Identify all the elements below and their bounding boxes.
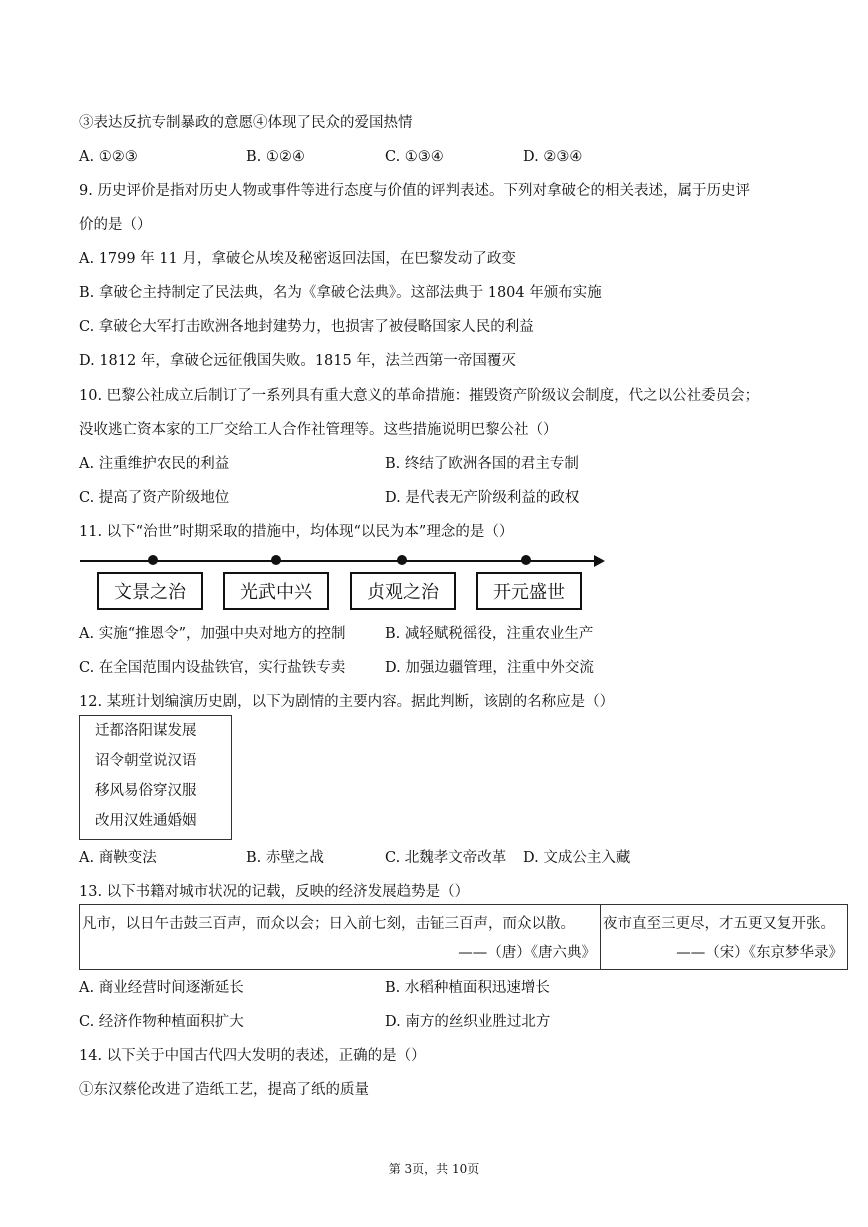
- source-text: 凡市，以日午击鼓三百声，而众以会；日入前七刻，击钲三百声，而众以散。: [82, 916, 575, 932]
- q12-option-d: D. 文成公主入藏: [523, 850, 631, 866]
- q10-option-d: D. 是代表无产阶级利益的政权: [385, 490, 580, 506]
- timeline-dot: [148, 555, 158, 565]
- q13-option-c: C. 经济作物种植面积扩大: [79, 1014, 244, 1030]
- plot-line: 改用汉姓通婚姻: [95, 813, 197, 829]
- q10-option-b: B. 终结了欧洲各国的君主专制: [385, 456, 579, 472]
- q10-stem-line1: 10. 巴黎公社成立后制订了一系列具有重大意义的革命措施：摧毁资产阶级议会制度，代之以公社委员会；: [79, 388, 760, 404]
- timeline-dot: [271, 555, 281, 565]
- source-citation: ——（唐）《唐六典》: [458, 945, 596, 961]
- q9-option-c: C. 拿破仑大军打击欧洲各地封建势力，也损害了被侵略国家人民的利益: [79, 319, 534, 335]
- q13-source-table: [79, 904, 848, 970]
- q13-option-b: B. 水稻种植面积迅速增长: [385, 980, 550, 996]
- q11-stem: 11. 以下“治世”时期采取的措施中，均体现“以民为本”理念的是（）: [79, 524, 514, 540]
- q8-statement-34: ③表达反抗专制暴政的意愿④体现了民众的爱国热情: [79, 115, 413, 131]
- q11-option-b: B. 减轻赋税徭役，注重农业生产: [385, 626, 594, 642]
- q12-stem: 12. 某班计划编演历史剧，以下为剧情的主要内容。据此判断，该剧的名称应是（）: [79, 694, 615, 710]
- q12-option-b: B. 赤壁之战: [246, 850, 324, 866]
- q11-option-a: A. 实施“推恩令”，加强中央对地方的控制: [79, 626, 346, 642]
- q8-option-a: A. ①②③: [79, 149, 138, 165]
- q14-stem: 14. 以下关于中国古代四大发明的表述，正确的是（）: [79, 1048, 426, 1064]
- timeline-era-guangwu: 光武中兴: [223, 572, 329, 610]
- q13-option-d: D. 南方的丝织业胜过北方: [385, 1014, 551, 1030]
- timeline-era-zhenguan: 贞观之治: [350, 572, 456, 610]
- plot-line: 迁都洛阳谋发展: [95, 723, 197, 739]
- timeline-arrow-icon: [594, 555, 605, 567]
- q10-stem-line2: 没收逃亡资本家的工厂交给工人合作社管理等。这些措施说明巴黎公社（）: [79, 422, 558, 438]
- plot-line: 移风易俗穿汉服: [95, 783, 197, 799]
- source-citation: ——（宋）《东京梦华录》: [676, 945, 843, 961]
- q12-plot-box: [79, 715, 232, 840]
- plot-line: 诏令朝堂说汉语: [95, 753, 197, 769]
- timeline-dot: [397, 555, 407, 565]
- source-cell-tang: [80, 905, 601, 969]
- q11-option-c: C. 在全国范围内设盐铁官，实行盐铁专卖: [79, 660, 346, 676]
- q8-option-c: C. ①③④: [385, 149, 444, 165]
- q9-option-b: B. 拿破仑主持制定了民法典，名为《拿破仑法典》。这部法典于 1804 年颁布实施: [79, 285, 602, 301]
- page-number-footer: 第 3页，共 10页: [388, 1162, 480, 1176]
- q9-stem-line2: 价的是（）: [79, 217, 152, 233]
- q10-option-a: A. 注重维护农民的利益: [79, 456, 230, 472]
- q8-option-d: D. ②③④: [523, 149, 583, 165]
- source-text: 夜市直至三更尽，才五更又复开张。: [603, 916, 835, 932]
- timeline-era-wenjing: 文景之治: [97, 572, 203, 610]
- source-cell-song: [601, 905, 847, 969]
- q10-option-c: C. 提高了资产阶级地位: [79, 490, 230, 506]
- q9-option-a: A. 1799 年 11 月，拿破仑从埃及秘密返回法国，在巴黎发动了政变: [79, 251, 516, 267]
- q9-option-d: D. 1812 年，拿破仑远征俄国失败。1815 年，法兰西第一帝国覆灭: [79, 353, 516, 369]
- timeline-era-kaiyuan: 开元盛世: [476, 572, 582, 610]
- q9-stem-line1: 9. 历史评价是指对历史人物或事件等进行态度与价值的评判表述。下列对拿破仑的相关表述，属于历史评: [79, 183, 750, 199]
- q11-option-d: D. 加强边疆管理，注重中外交流: [385, 660, 594, 676]
- q12-option-a: A. 商鞅变法: [79, 850, 157, 866]
- timeline-dot: [521, 555, 531, 565]
- q12-option-c: C. 北魏孝文帝改革: [385, 850, 507, 866]
- q8-option-b: B. ①②④: [246, 149, 305, 165]
- q13-stem: 13. 以下书籍对城市状况的记载，反映的经济发展趋势是（）: [79, 884, 470, 900]
- q14-statement-1: ①东汉蔡伦改进了造纸工艺，提高了纸的质量: [79, 1082, 369, 1098]
- q13-option-a: A. 商业经营时间逐渐延长: [79, 980, 244, 996]
